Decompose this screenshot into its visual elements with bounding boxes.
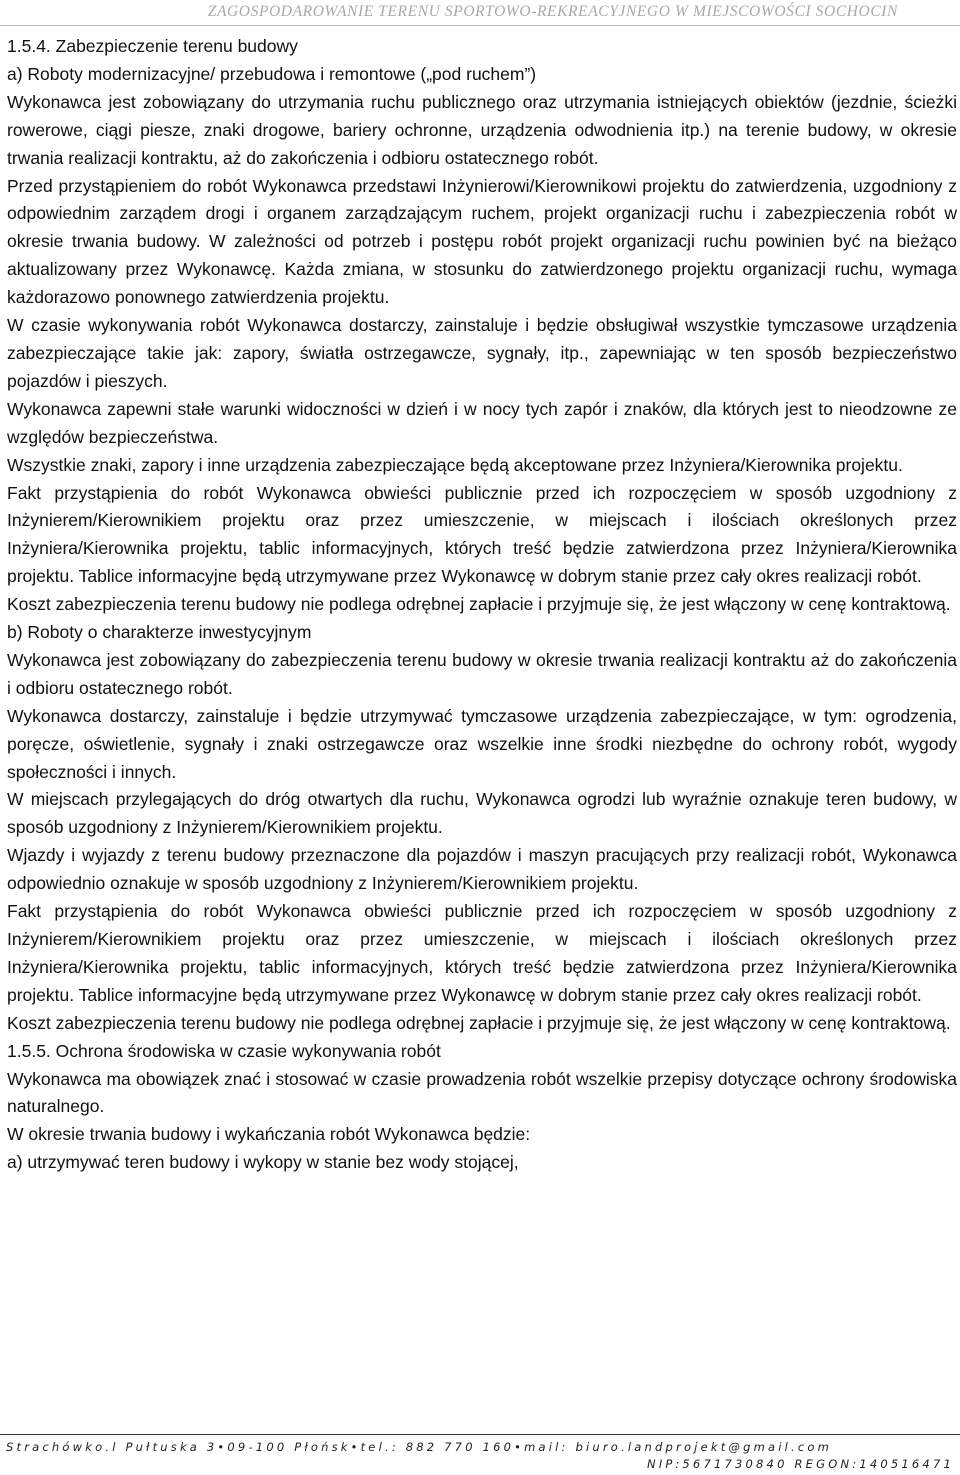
footer-contact: Strachówko.l Pułtuska 3•09-100 Płońsk•tel.: 882 770 160•mail: biuro.landprojekt@gmail.com [6, 1440, 833, 1454]
header-title: ZAGOSPODAROWANIE TERENU SPORTOWO-REKREACYJNEGO W MIEJSCOWOŚCI SOCHOCIN [207, 3, 898, 20]
list-item: a) utrzymywać teren budowy i wykopy w stanie bez wody stojącej, [7, 1152, 519, 1173]
section-heading-1-5-5: 1.5.5. Ochrona środowiska w czasie wykonywania robót [7, 1040, 441, 1061]
paragraph: Wykonawca jest zobowiązany do utrzymania ruchu publicznego oraz utrzymania istniejących obiektów (jezdnie, ścieżki rowerowe, ciągi piesze, znaki drogowe, bariery ochronne, urządzenia odwodnienia itp.) na terenie budowy, w okresie trwania realizacji kontraktu, aż do zakończenia i odbioru ostatecznego robót. [7, 91, 957, 168]
paragraph: W czasie wykonywania robót Wykonawca dostarczy, zainstaluje i będzie obsługiwał wszystkie tymczasowe urządzenia zabezpieczające takie jak: zapory, światła ostrzegawcze, sygnały, itp., zapewniając w ten sposób bezpieczeństwo pojazdów i pieszych. [7, 315, 957, 391]
document-body [7, 33, 957, 1177]
paragraph: Fakt przystąpienia do robót Wykonawca obwieści publicznie przed ich rozpoczęciem w sposób uzgodniony z Inżynierem/Kierownikiem projektu oraz przez umieszczenie, w miejscach i ilościach określonych przez Inżyniera/Kierownika projektu, tablic informacyjnych, których treść będzie zatwierdzona przez Inżyniera/Kierownika projektu. Tablice informacyjne będą utrzymywane przez Wykonawcę w dobrym stanie przez cały okres realizacji robót. [7, 901, 957, 1005]
section-heading-1-5-4: 1.5.4. Zabezpieczenie terenu budowy [7, 36, 298, 56]
paragraph: W okresie trwania budowy i wykańczania robót Wykonawca będzie: [7, 1124, 531, 1145]
paragraph: Fakt przystąpienia do robót Wykonawca obwieści publicznie przed ich rozpoczęciem w sposób uzgodniony z Inżynierem/Kierownikiem projektu oraz przez umieszczenie, w miejscach i ilościach określonych przez Inżyniera/Kierownika projektu, tablic informacyjnych, których treść będzie zatwierdzona przez Inżyniera/Kierownika projektu. Tablice informacyjne będą utrzymywane przez Wykonawcę w dobrym stanie przez cały okres realizacji robót. [7, 482, 957, 587]
paragraph: Wykonawca ma obowiązek znać i stosować w czasie prowadzenia robót wszelkie przepisy dotyczące ochrony środowiska naturalnego. [7, 1068, 957, 1117]
paragraph: Przed przystąpieniem do robót Wykonawca przedstawi Inżynierowi/Kierownikowi projektu do zatwierdzenia, uzgodniony z odpowiednim zarządem drogi i organem zarządzającym ruchem, projekt organizacji ruchu i zabezpieczenia robót w okresie trwania budowy. W zależności od potrzeb i postępu robót projekt organizacji ruchu powinien być na bieżąco aktualizowany przez Wykonawcę. Każda zmiana, w stosunku do zatwierdzonego projektu organizacji ruchu, wymaga każdorazowo ponownego zatwierdzenia projektu. [7, 175, 957, 308]
paragraph: Wykonawca zapewni stałe warunki widoczności w dzień i w nocy tych zapór i znaków, dla których jest to nieodzowne ze względów bezpieczeństwa. [7, 398, 957, 447]
header-divider [0, 25, 960, 26]
paragraph: Wykonawca jest zobowiązany do zabezpieczenia terenu budowy w okresie trwania realizacji kontraktu aż do zakończenia i odbioru ostatecznego robót. [7, 649, 957, 698]
subsection-heading-b: b) Roboty o charakterze inwestycyjnym [7, 622, 312, 643]
paragraph: Wykonawca dostarczy, zainstaluje i będzie utrzymywać tymczasowe urządzenia zabezpieczające, w tym: ogrodzenia, poręcze, oświetlenie, sygnały i znaki ostrzegawcze oraz wszelkie inne środki niezbędne do ochrony robót, wygody społeczności i innych. [7, 705, 957, 782]
paragraph: Wjazdy i wyjazdy z terenu budowy przeznaczone dla pojazdów i maszyn pracujących przy realizacji robót, Wykonawca odpowiednio oznakuje w sposób uzgodniony z Inżynierem/Kierownikiem projektu. [7, 845, 957, 894]
paragraph: Wszystkie znaki, zapory i inne urządzenia zabezpieczające będą akceptowane przez Inżyniera/Kierownika projektu. [7, 454, 903, 475]
footer-registration: NIP:5671730840 REGON:140516471 [647, 1457, 954, 1471]
paragraph: W miejscach przylegających do dróg otwartych dla ruchu, Wykonawca ogrodzi lub wyraźnie oznakuje teren budowy, w sposób uzgodniony z Inżynierem/Kierownikiem projektu. [7, 789, 957, 838]
paragraph: Koszt zabezpieczenia terenu budowy nie podlega odrębnej zapłacie i przyjmuje się, że jest włączony w cenę kontraktową. [7, 594, 951, 615]
page-header [0, 0, 960, 26]
subsection-heading-a: a) Roboty modernizacyjne/ przebudowa i remontowe („pod ruchem”) [7, 63, 537, 84]
paragraph: Koszt zabezpieczenia terenu budowy nie podlega odrębnej zapłacie i przyjmuje się, że jest włączony w cenę kontraktową. [7, 1012, 951, 1033]
footer-divider [0, 1434, 960, 1435]
